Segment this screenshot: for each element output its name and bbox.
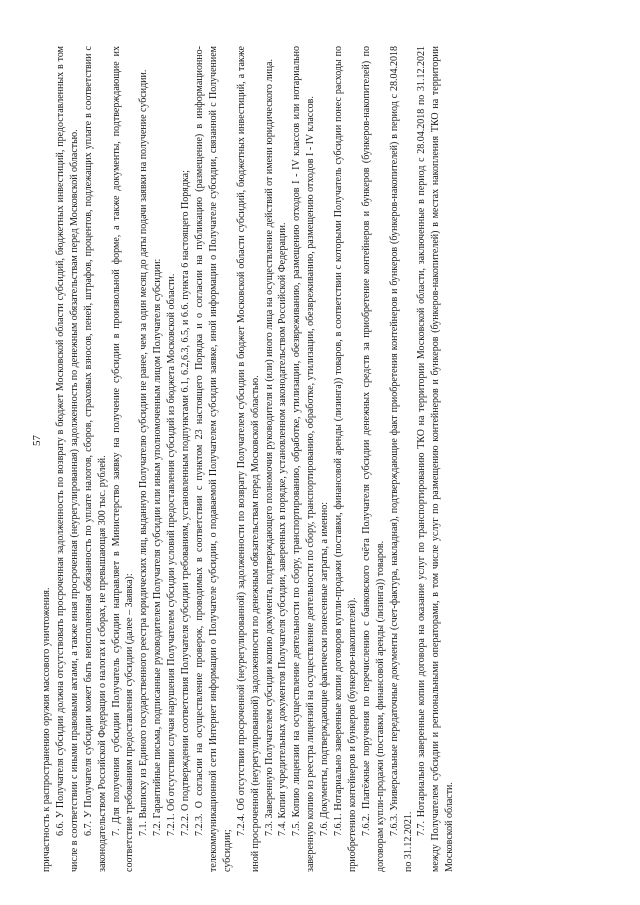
paragraph: 7.5. Копию лицензии на осуществление деятельности по сбору, транспортированию, обработке, утилизации, обезвреживанию, размещению отходов I - IV классов или нотариально заверенную копию из реестра лицензий на осуществление деятельности по сбору, транспортированию, обработке, утилизации, обезвреживанию, размещению отходов I - IV классов. (291, 46, 317, 872)
paragraph: 7.7. Нотариально заверенные копии договора на оказание услуг по транспортированию ТКО на территории Московской области, заключенные в период с 28.04.2018 по 31.12.2021 между Получателем субсидии и региональными операторами, в том числе услуг по размещению контейнеров и бункеров (бункеров-накопителей) в местах накопления ТКО на территории Московской области. (416, 46, 456, 872)
paragraph: 6.7. У Получателя субсидии может быть неисполненная обязанность по уплате налогов, сборов, страховых взносов, пеней, штрафов, процентов, подлежащих уплате в соответствии с законодательством Российской Федерации о налогах и сборах, не превышающая 300 тыс. рублей. (82, 46, 108, 872)
paragraph: 7.3. Заверенную Получателем субсидии копию документа, подтверждающего полномочия руководителя и (или) иного лица на осуществление действий от имени юридического лица. (263, 59, 275, 836)
paragraph: 7.2.4. Об отсутствии просроченной (неурегулированной) задолженности по возврату Получателем субсидии в бюджет Московской области субсидий, бюджетных инвестиций, а также иной просроченной (неурегулированной) задолженности по денежным обязательствам перед Московской областью. (235, 46, 261, 872)
paragraph: 7.2.1. Об отсутствии случая нарушения Получателем субсидии условий предоставления субсидий из бюджета Московской области. (166, 273, 178, 836)
paragraph: 7.2.3. О согласии на осуществление проверок, проводимых в соответствии с пунктом 23 настоящего Порядка и о согласии на публикацию (размещение) в информационно-телекоммуникационной сети Интернет информации о Получателе субсидии, о подаваемой Получателем субсидии заявке, иной информации о Получателе субсидии, связанной с Получением субсидии; (193, 46, 233, 872)
paragraph: 7.6.3. Универсальные передаточные документы (счет-фактура, накладная), подтверждающие факт приобретения контейнеров и бункеров (бункеров-накопителей) в период с 28.04.2018 по 31.12.2021. (388, 46, 414, 872)
paragraph: 7.2.2. О подтверждении соответствия Получателя субсидии требованиям, установленным подпунктами 6.1, 6.2,6.3, 6.5, и 6.6. пункта 6 настоящего Порядка; (180, 170, 192, 836)
paragraph: 7.6.1. Нотариально заверенные копии договоров купли-продажи (поставки, финансовой аренды (лизинга)) товаров, в соответствии с которыми Получатель субсидии понес расходы по приобретению контейнеров и бункеров (бункеров-накопителей). (333, 46, 358, 872)
paragraph: 7.6. Документы, подтверждающие фактически понесенные затраты, а именно: (319, 501, 331, 836)
paragraph: 7.4. Копии учредительных документов Получателя субсидии, заверенных в порядке, установленном законодательством Российской Федерации. (277, 222, 289, 836)
paragraph: 7.2. Гарантийные письма, подписанные руководителем Получателя субсидии или иным уполномоченным лицом Получателя субсидии: (152, 258, 164, 836)
page-number: 57 (31, 435, 43, 446)
paragraph: 7. Для получения субсидии Получатель субсидии направляет в Министерство заявку на получение субсидии в произвольной форме, а также документы, подтверждающие их соответствие требованиям предоставления субсидии (далее – Заявка): (110, 46, 136, 872)
paragraph: причастность к распространению оружия массового уничтожения. (41, 587, 52, 872)
paragraph: 6.6. У Получателя субсидии должна отсутствовать просроченная задолженность по возврату в бюджет Московской области субсидий, бюджетных инвестиций, предоставленных в том числе в соответствии с иными правовыми актами, а также иная просроченная (неурегулированная) задолженность по денежным обязательствам перед Московской областью. (54, 46, 80, 872)
paragraph: 7.1. Выписку из Единого государственного реестра юридических лиц, выданную Получателю субсидии не ранее, чем за один месяц до даты подачи заявки на получение субсидии. (138, 69, 150, 836)
paragraph: 7.6.2. Платёжные поручения по перечислению с банковского счёта Получателя субсидии денежных средств за приобретение контейнеров и бункеров (бункеров-накопителей) по договорам купли-продажи (поставки, финансовой аренды (лизинга)) товаров. (360, 46, 386, 872)
rotated-text-block (40, 46, 598, 872)
